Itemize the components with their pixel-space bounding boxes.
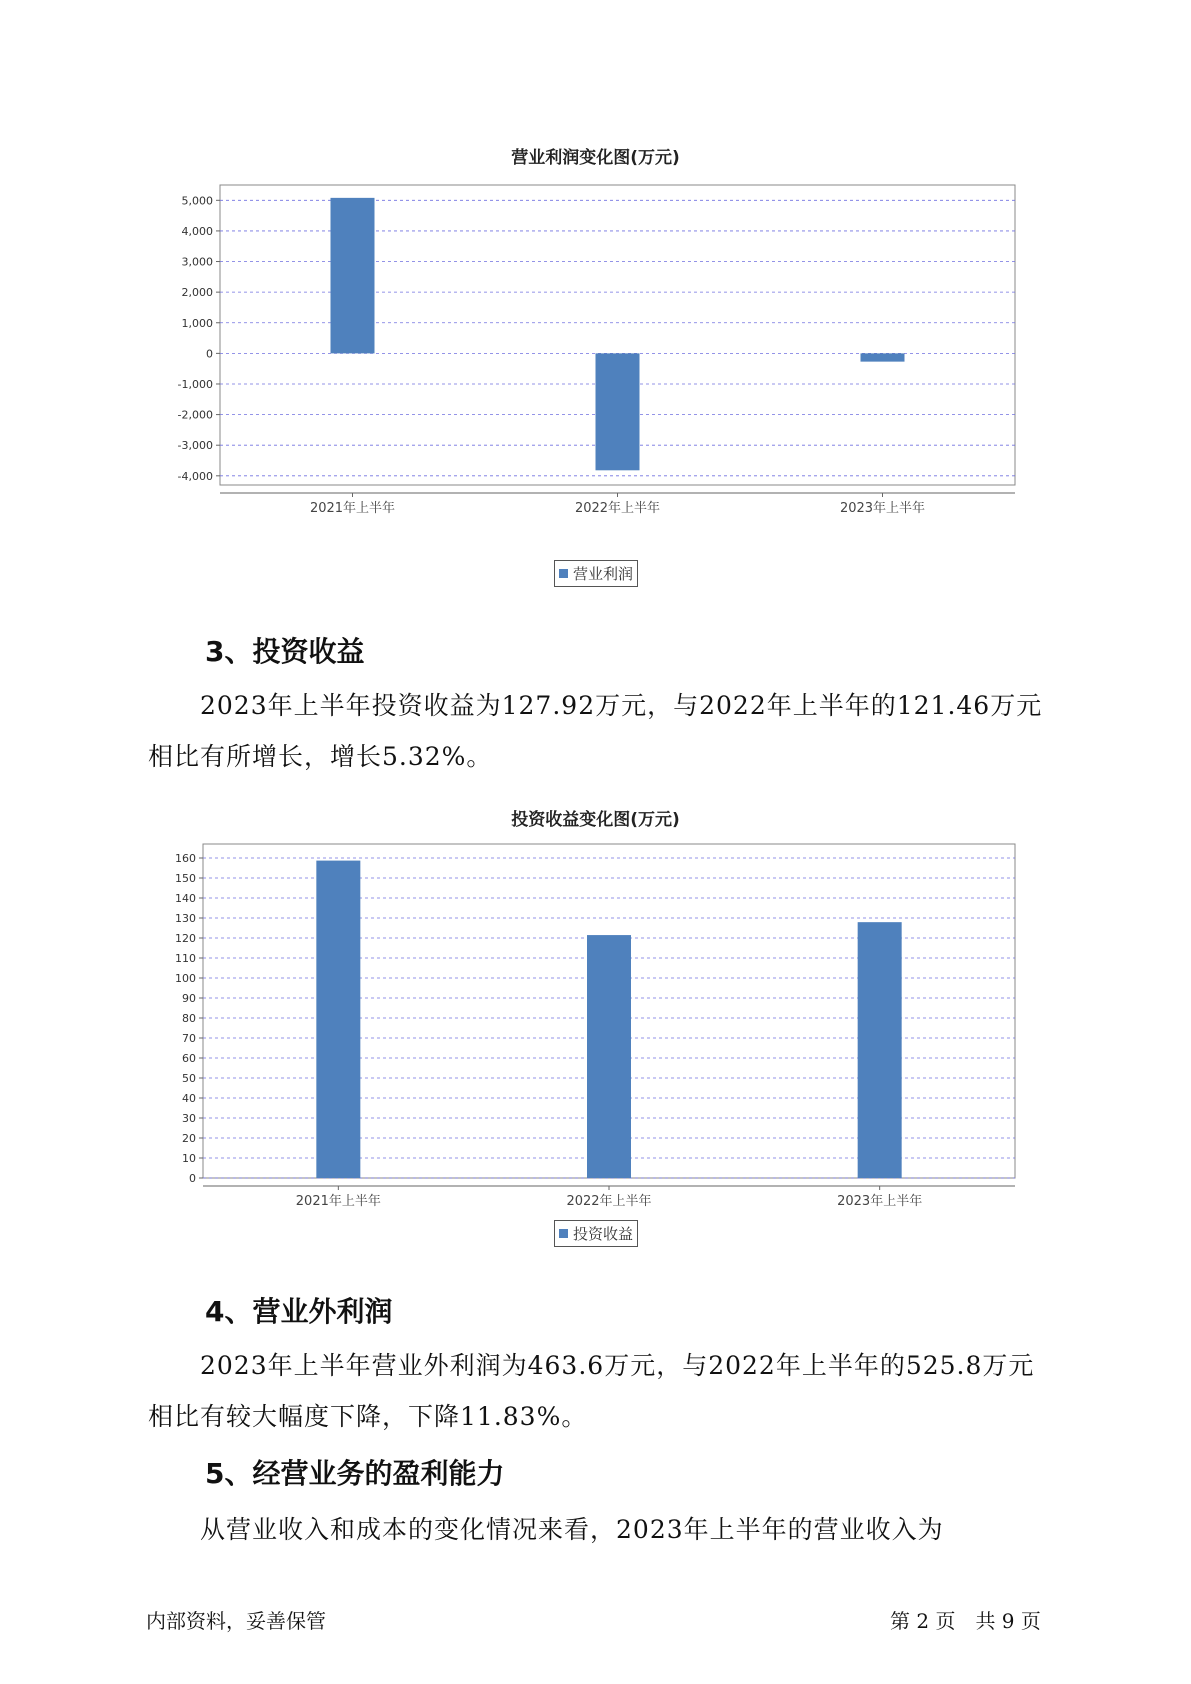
footer-page-number: 第 2 页 共 9 页: [890, 1609, 1041, 1633]
chart2-title: 投资收益变化图(万元): [511, 810, 680, 830]
chart1-title: 营业利润变化图(万元): [511, 148, 680, 168]
investment-income-chart: [150, 832, 1020, 1208]
x-tick-label: 2021年上半年: [309, 501, 396, 516]
y-tick-label: 150: [175, 872, 196, 885]
bar: [861, 353, 905, 361]
y-tick-label: 130: [175, 912, 196, 925]
y-tick-label: 120: [175, 932, 196, 945]
y-tick-label: 160: [175, 852, 196, 865]
y-tick-label: 140: [175, 892, 196, 905]
section-4-line-2: 相比有较大幅度下降，下降11.83%。: [148, 1402, 588, 1431]
bar: [316, 861, 360, 1178]
y-tick-label: 20: [182, 1132, 196, 1145]
bar: [596, 353, 640, 470]
section-3-line-1: 2023年上半年投资收益为127.92万元，与2022年上半年的121.46万元: [200, 691, 1043, 720]
x-tick-label: 2022年上半年: [574, 501, 661, 516]
y-tick-label: 80: [182, 1012, 196, 1025]
y-tick-label: 2,000: [181, 286, 213, 300]
y-tick-label: -1,000: [177, 377, 213, 391]
y-tick-label: 50: [182, 1072, 196, 1085]
chart1-legend: [554, 560, 638, 587]
chart1-legend-label: 营业利润: [573, 565, 634, 583]
y-tick-label: 70: [182, 1032, 196, 1045]
y-tick-label: 30: [182, 1112, 196, 1125]
y-tick-label: 10: [182, 1152, 196, 1165]
y-tick-label: 60: [182, 1052, 196, 1065]
section-5-line-1: 从营业收入和成本的变化情况来看，2023年上半年的营业收入为: [200, 1515, 944, 1544]
chart2-legend-label: 投资收益: [573, 1225, 634, 1243]
bar: [331, 198, 375, 354]
section-3-heading: 3、投资收益: [205, 635, 365, 668]
x-tick-label: 2023年上半年: [837, 1194, 923, 1209]
y-tick-label: 110: [175, 952, 196, 965]
operating-profit-chart: [150, 165, 1020, 516]
section-3-paragraph: [148, 680, 1048, 782]
y-tick-label: 4,000: [181, 224, 213, 238]
x-tick-label: 2023年上半年: [839, 501, 926, 516]
x-tick-label: 2021年上半年: [295, 1194, 381, 1209]
y-tick-label: 90: [182, 992, 196, 1005]
y-tick-label: 0: [189, 1172, 196, 1185]
y-tick-label: 100: [175, 972, 196, 985]
y-tick-label: -4,000: [177, 469, 213, 483]
section-5-heading: 5、经营业务的盈利能力: [205, 1457, 505, 1490]
section-4-heading: 4、营业外利润: [205, 1295, 393, 1328]
y-tick-label: 1,000: [181, 316, 213, 330]
bar: [858, 922, 902, 1178]
footer-confidential: 内部资料，妥善保管: [146, 1609, 326, 1633]
legend-swatch-icon: [559, 569, 568, 578]
y-tick-label: -3,000: [177, 439, 213, 453]
section-5-paragraph: [148, 1504, 1048, 1555]
y-tick-label: 40: [182, 1092, 196, 1105]
y-tick-label: 3,000: [181, 255, 213, 269]
y-tick-label: -2,000: [177, 408, 213, 422]
legend-swatch-icon: [559, 1229, 568, 1238]
section-4-paragraph: [148, 1340, 1048, 1442]
bar: [587, 935, 631, 1178]
section-3-line-2: 相比有所增长，增长5.32%。: [148, 742, 493, 771]
chart2-legend: [554, 1220, 638, 1247]
y-tick-label: 0: [206, 347, 213, 361]
y-tick-label: 5,000: [181, 194, 213, 208]
x-tick-label: 2022年上半年: [566, 1194, 652, 1209]
section-4-line-1: 2023年上半年营业外利润为463.6万元，与2022年上半年的525.8万元: [200, 1351, 1035, 1380]
